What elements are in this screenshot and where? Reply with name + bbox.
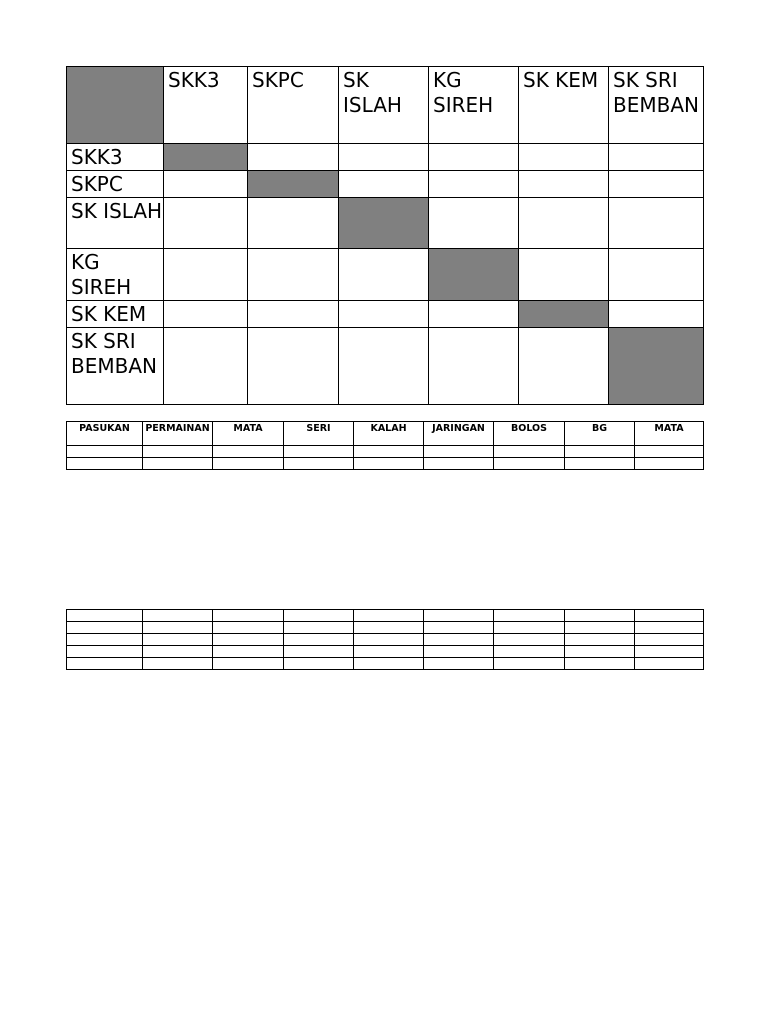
table-cell[interactable]: [494, 646, 565, 658]
col-header: SK SRI BEMBAN: [609, 67, 704, 144]
matrix-cell[interactable]: [164, 198, 248, 249]
table-row: [67, 634, 704, 646]
table-cell[interactable]: [565, 458, 635, 470]
table-cell[interactable]: [213, 634, 284, 646]
table-cell[interactable]: [354, 458, 424, 470]
table-cell[interactable]: [565, 634, 635, 646]
table-cell[interactable]: [635, 622, 704, 634]
matrix-cell[interactable]: [339, 144, 429, 171]
table-cell[interactable]: [635, 634, 704, 646]
table-cell[interactable]: [565, 446, 635, 458]
matrix-cell[interactable]: [339, 249, 429, 301]
diagonal-cell: [248, 171, 339, 198]
table-cell[interactable]: [143, 446, 213, 458]
matrix-cell[interactable]: [164, 301, 248, 328]
table-cell[interactable]: [565, 646, 635, 658]
table-cell[interactable]: [143, 458, 213, 470]
matrix-cell[interactable]: [339, 328, 429, 405]
table-cell[interactable]: [424, 646, 494, 658]
table-cell[interactable]: [424, 446, 494, 458]
standings-header: BOLOS: [494, 422, 565, 446]
table-cell[interactable]: [494, 658, 565, 670]
table-cell[interactable]: [565, 622, 635, 634]
row-header: SK SRI BEMBAN: [67, 328, 164, 405]
table-cell[interactable]: [424, 610, 494, 622]
table-cell[interactable]: [284, 458, 354, 470]
table-cell[interactable]: [213, 658, 284, 670]
standings-header: JARINGAN: [424, 422, 494, 446]
blank-standings-table: [66, 609, 704, 670]
table-cell[interactable]: [354, 634, 424, 646]
row-header: SKPC: [67, 171, 164, 198]
matrix-cell[interactable]: [248, 301, 339, 328]
matrix-cell[interactable]: [248, 249, 339, 301]
matrix-cell[interactable]: [248, 328, 339, 405]
table-row: [67, 610, 704, 622]
row-header: KG SIREH: [67, 249, 164, 301]
standings-header: KALAH: [354, 422, 424, 446]
row-header: SK ISLAH: [67, 198, 164, 249]
table-cell[interactable]: [354, 658, 424, 670]
table-cell[interactable]: [143, 622, 213, 634]
table-cell[interactable]: [284, 610, 354, 622]
table-cell[interactable]: [565, 610, 635, 622]
table-cell[interactable]: [213, 622, 284, 634]
matrix-cell[interactable]: [609, 198, 704, 249]
matrix-cell[interactable]: [164, 328, 248, 405]
table-cell[interactable]: [635, 458, 704, 470]
standings-table: [66, 421, 704, 470]
table-cell[interactable]: [635, 646, 704, 658]
table-row: [67, 446, 704, 458]
row-header: SKK3: [67, 144, 164, 171]
table-cell[interactable]: [213, 458, 284, 470]
table-cell[interactable]: [424, 634, 494, 646]
table-cell[interactable]: [284, 634, 354, 646]
standings-header: MATA: [213, 422, 284, 446]
table-cell[interactable]: [67, 634, 143, 646]
table-cell[interactable]: [565, 658, 635, 670]
col-header: SKPC: [248, 67, 339, 144]
table-cell[interactable]: [354, 646, 424, 658]
diagonal-cell: [339, 198, 429, 249]
table-cell[interactable]: [67, 658, 143, 670]
table-cell[interactable]: [494, 610, 565, 622]
table-cell[interactable]: [143, 634, 213, 646]
matrix-cell[interactable]: [429, 171, 519, 198]
table-cell[interactable]: [213, 446, 284, 458]
table-cell[interactable]: [284, 622, 354, 634]
matrix-cell[interactable]: [429, 301, 519, 328]
diagonal-cell: [519, 301, 609, 328]
table-cell[interactable]: [635, 446, 704, 458]
matrix-cell[interactable]: [609, 171, 704, 198]
matrix-cell[interactable]: [609, 144, 704, 171]
table-cell[interactable]: [354, 610, 424, 622]
table-cell[interactable]: [424, 622, 494, 634]
table-cell[interactable]: [284, 658, 354, 670]
matrix-cell[interactable]: [519, 328, 609, 405]
table-cell[interactable]: [354, 622, 424, 634]
table-cell[interactable]: [67, 646, 143, 658]
col-header: SK ISLAH: [339, 67, 429, 144]
col-header: KG SIREH: [429, 67, 519, 144]
table-row: [67, 658, 704, 670]
matrix-corner-cell: [67, 67, 164, 144]
diagonal-cell: [164, 144, 248, 171]
col-header: SKK3: [164, 67, 248, 144]
row-header: SK KEM: [67, 301, 164, 328]
standings-header: MATA: [635, 422, 704, 446]
matrix-cell[interactable]: [519, 171, 609, 198]
table-cell[interactable]: [284, 646, 354, 658]
table-cell[interactable]: [67, 446, 143, 458]
table-cell[interactable]: [424, 658, 494, 670]
matrix-cell[interactable]: [609, 301, 704, 328]
table-cell[interactable]: [424, 458, 494, 470]
col-header: SK KEM: [519, 67, 609, 144]
standings-header: PASUKAN: [67, 422, 143, 446]
matrix-cell[interactable]: [429, 198, 519, 249]
table-cell[interactable]: [494, 446, 565, 458]
matrix-cell[interactable]: [519, 198, 609, 249]
matrix-cell[interactable]: [519, 144, 609, 171]
table-cell[interactable]: [143, 646, 213, 658]
table-row: [67, 622, 704, 634]
match-matrix: [66, 66, 704, 405]
table-cell[interactable]: [143, 610, 213, 622]
table-cell[interactable]: [67, 458, 143, 470]
table-cell[interactable]: [494, 622, 565, 634]
table-cell[interactable]: [143, 658, 213, 670]
matrix-cell[interactable]: [164, 249, 248, 301]
matrix-cell[interactable]: [248, 198, 339, 249]
standings-header: BG: [565, 422, 635, 446]
table-row: [67, 646, 704, 658]
diagonal-cell: [429, 249, 519, 301]
table-cell[interactable]: [354, 446, 424, 458]
matrix-cell[interactable]: [609, 249, 704, 301]
table-cell[interactable]: [213, 610, 284, 622]
matrix-cell[interactable]: [339, 171, 429, 198]
matrix-cell[interactable]: [519, 249, 609, 301]
matrix-cell[interactable]: [248, 144, 339, 171]
table-cell[interactable]: [213, 646, 284, 658]
table-cell[interactable]: [494, 458, 565, 470]
standings-header: SERI: [284, 422, 354, 446]
diagonal-cell: [609, 328, 704, 405]
matrix-cell[interactable]: [429, 144, 519, 171]
matrix-cell[interactable]: [164, 171, 248, 198]
matrix-cell[interactable]: [429, 328, 519, 405]
table-cell[interactable]: [284, 446, 354, 458]
matrix-cell[interactable]: [339, 301, 429, 328]
table-cell[interactable]: [494, 634, 565, 646]
table-row: [67, 458, 704, 470]
table-cell[interactable]: [635, 610, 704, 622]
table-cell[interactable]: [67, 622, 143, 634]
table-cell[interactable]: [635, 658, 704, 670]
standings-header: PERMAINAN: [143, 422, 213, 446]
table-cell[interactable]: [67, 610, 143, 622]
